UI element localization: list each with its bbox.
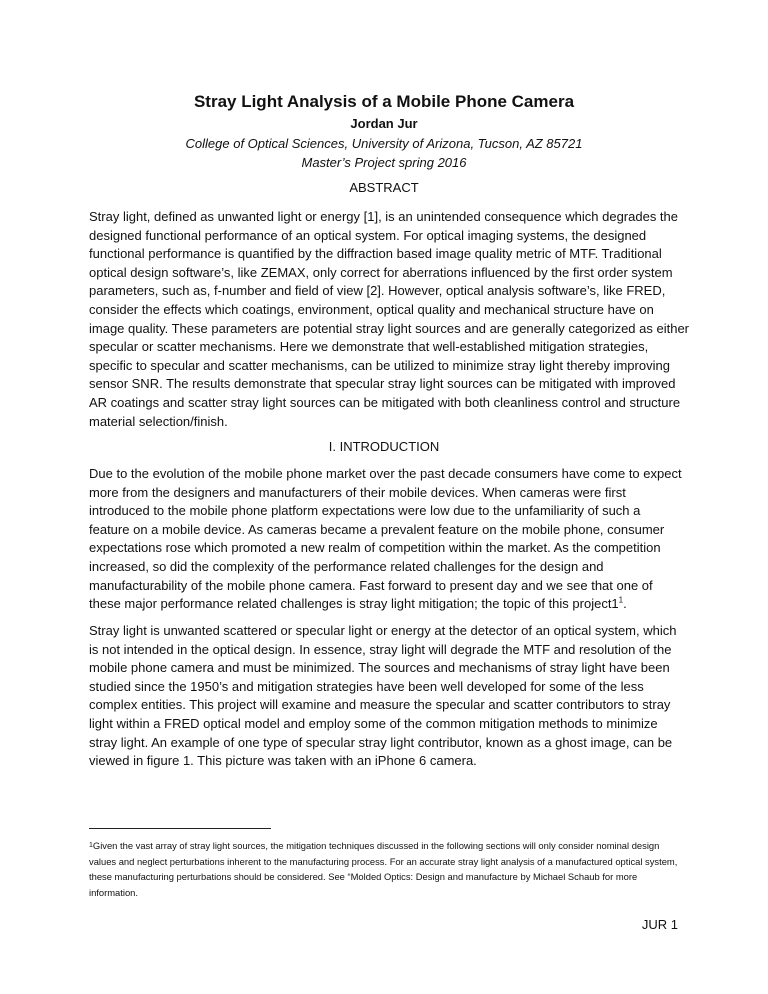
footnote <box>89 838 689 900</box>
intro-line: expectations rose which promoted a new realm of competition within the market. As the competition <box>89 540 661 556</box>
abstract-line: image quality. These parameters are potential stray light sources and are generally categorized as either <box>89 320 690 336</box>
abstract-line: parameters, such as, f-number and field of view [2]. However, optical analysis software’s, like FRED, <box>89 283 666 299</box>
footnote-line <box>89 838 689 854</box>
intro-line: viewed in figure 1. This picture was taken with an iPhone 6 camera. <box>89 753 477 769</box>
abstract-line: functional performance is quantified by the diffraction based image quality metric of MTF. Traditional <box>89 246 662 262</box>
author-name: Jordan Jur <box>350 116 418 131</box>
intro-line: Stray light is unwanted scattered or specular light or energy at the detector of an optical system, which <box>89 623 677 638</box>
author-affiliation: College of Optical Sciences, University of Arizona, Tucson, AZ 85721 <box>185 136 583 151</box>
intro-line: feature on a mobile device. As cameras became a prevalent feature on the mobile phone, consumer <box>89 521 665 537</box>
footnote-line-text: Given the vast array of stray light sources, the mitigation techniques discussed in the following sections will only consider nominal design <box>92 840 660 851</box>
abstract-line: optical design software’s, like ZEMAX, only correct for aberrations influenced by the first order system <box>89 264 673 280</box>
intro-line-text: these major performance related challenges is stray light mitigation; the topic of this project1 <box>89 596 619 612</box>
intro-line: studied since the 1950’s and mitigation strategies have been well developed for some of the less <box>89 678 644 694</box>
footnote-separator <box>89 828 271 829</box>
page-number: JUR 1 <box>641 917 678 932</box>
footnote-line: these manufacturing perturbations should be considered. See “Molded Optics: Design and manufacture by Michael Schaub for more <box>89 871 638 882</box>
abstract-heading: ABSTRACT <box>349 180 419 195</box>
intro-line: stray light. An example of one type of specular stray light contributor, known as a ghost image, can be <box>89 734 673 750</box>
abstract-line: specific to specular and scatter mechanisms, can be utilized to minimize stray light thereby improving <box>89 357 670 373</box>
abstract-line: specular or scatter mechanisms. Here we demonstrate that well-established mitigation strategies, <box>89 339 649 355</box>
intro-paragraph-1 <box>89 465 689 614</box>
footnote-mark: 1 <box>89 842 93 849</box>
abstract-line: consider the effects which coatings, environment, optical quality and mechanical structure have on <box>89 301 654 317</box>
intro-paragraph-2 <box>89 622 689 771</box>
abstract-line: designed functional performance of an optical system. For optical imaging systems, the designed <box>89 227 647 243</box>
intro-line: mobile phone camera and must be minimized. The sources and mechanisms of stray light have been <box>89 660 670 676</box>
introduction-heading: I. INTRODUCTION <box>328 439 440 454</box>
abstract-line: AR coatings and scatter stray light sources can be mitigated with both cleanliness control and structure <box>89 394 681 410</box>
abstract-paragraph <box>89 208 689 431</box>
footnote-line: values and neglect perturbations inherent to the manufacturing process. For an accurate stray light analysis of a manufactured optical system, <box>89 855 678 867</box>
intro-line: more from the designers and manufacturers of their mobile devices. When cameras were first <box>89 484 626 500</box>
footnote-reference-mark[interactable]: 1 <box>618 595 624 605</box>
footnote-line: information. <box>89 886 138 898</box>
intro-line: Due to the evolution of the mobile phone market over the past decade consumers have come to expect <box>89 466 682 481</box>
intro-line: light within a FRED optical model and employ some of the common mitigation methods to minimize <box>89 715 658 731</box>
project-note: Master’s Project spring 2016 <box>301 155 467 170</box>
abstract-line: sensor SNR. The results demonstrate that specular stray light sources can be mitigated with improved <box>89 376 676 392</box>
abstract-line: Stray light, defined as unwanted light or energy [1], is an unintended consequence which degrades the <box>89 209 679 224</box>
intro-line: increased, so did the complexity of the performance related challenges for the design and <box>89 558 604 574</box>
intro-line: manufacturability of the mobile phone camera. Fast forward to present day and we see that one of <box>89 577 653 593</box>
abstract-line: material selection/finish. <box>89 413 228 429</box>
intro-line-end: . <box>623 596 627 612</box>
intro-line: is not intended in the optical design. In essence, stray light will degrade the MTF and resolution of the <box>89 641 672 657</box>
intro-line: introduced to the mobile phone platform expectations were low due to the unfamiliarity of such a <box>89 503 641 519</box>
paper-title: Stray Light Analysis of a Mobile Phone Camera <box>193 92 575 111</box>
intro-line-last <box>89 595 689 614</box>
intro-line: complex entities. This project will examine and measure the specular and scatter contributors to stray <box>89 697 671 713</box>
